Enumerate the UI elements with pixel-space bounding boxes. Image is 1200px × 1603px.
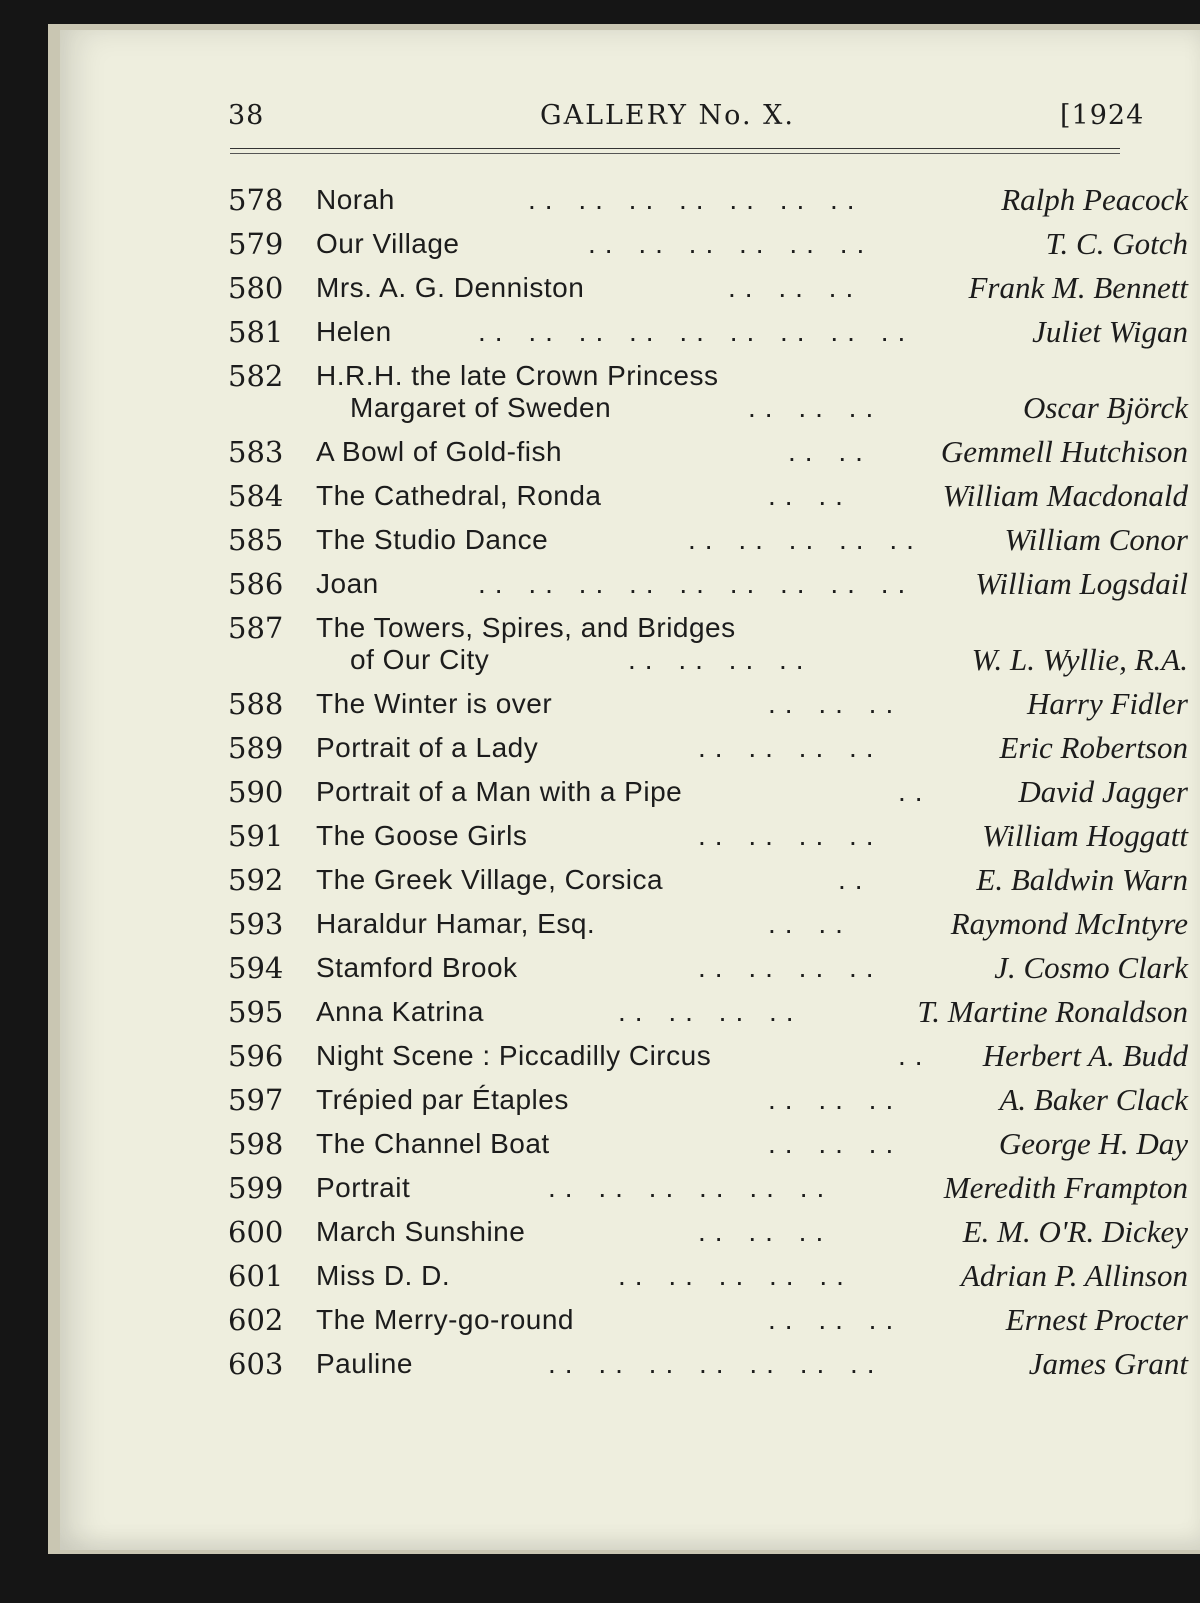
leader-dots: .. — [838, 864, 872, 895]
entry-list — [228, 178, 1188, 1386]
leader-dots: .. .. .. — [698, 1216, 833, 1247]
entry-artist: Harry Fidler — [1026, 686, 1188, 721]
list-item — [228, 606, 1188, 682]
entry-artist: E. M. O'R. Dickey — [962, 1214, 1188, 1249]
entry-number: 583 — [228, 435, 284, 469]
entry-number: 579 — [228, 227, 284, 261]
entry-number: 581 — [228, 315, 284, 349]
leader-dots: .. .. — [768, 480, 852, 511]
entry-title: H.R.H. the late Crown Princess — [316, 360, 719, 391]
catalogue-page — [60, 30, 1200, 1550]
entry-title-continued: of Our City — [350, 644, 490, 675]
entry-artist: Gemmell Hutchison — [940, 434, 1188, 469]
leader-dots: .. .. .. .. — [628, 644, 813, 675]
entry-title: A Bowl of Gold-fish — [316, 436, 563, 467]
leader-dots: .. .. .. .. .. .. — [548, 1172, 834, 1203]
list-item — [228, 266, 1188, 310]
list-item — [228, 562, 1188, 606]
list-item — [228, 946, 1188, 990]
list-item — [228, 310, 1188, 354]
leader-dots: .. .. .. .. — [698, 732, 883, 763]
entry-artist: Ralph Peacock — [1001, 182, 1188, 217]
entry-number: 582 — [228, 359, 284, 393]
leader-dots: .. — [898, 1040, 932, 1071]
list-item — [228, 1254, 1188, 1298]
entry-number: 601 — [228, 1259, 284, 1293]
entry-artist: William Conor — [1004, 522, 1188, 557]
entry-title: Helen — [316, 316, 392, 347]
leader-dots: .. .. .. — [728, 272, 863, 303]
entry-number: 578 — [228, 183, 284, 217]
entry-artist: Meredith Frampton — [943, 1170, 1188, 1205]
entry-title-continued: Margaret of Sweden — [350, 392, 612, 423]
entry-number: 594 — [228, 951, 284, 985]
list-item — [228, 990, 1188, 1034]
page-header — [60, 100, 1200, 140]
leader-dots: .. .. .. .. .. — [688, 524, 923, 555]
entry-title: Miss D. D. — [316, 1260, 451, 1291]
entry-number: 591 — [228, 819, 284, 853]
entry-title: The Cathedral, Ronda — [316, 480, 602, 511]
entry-number: 589 — [228, 731, 284, 765]
list-item — [228, 1078, 1188, 1122]
leader-dots: .. .. .. .. — [698, 952, 883, 983]
list-item — [228, 858, 1188, 902]
year-label: [1924 — [1060, 100, 1145, 131]
entry-title: The Studio Dance — [316, 524, 549, 555]
entry-artist: Herbert A. Budd — [982, 1038, 1188, 1073]
list-item — [228, 770, 1188, 814]
leader-dots: .. .. .. — [768, 688, 903, 719]
entry-artist: T. Martine Ronaldson — [917, 994, 1188, 1029]
entry-number: 586 — [228, 567, 284, 601]
entry-artist: Juliet Wigan — [1032, 314, 1188, 349]
entry-number: 599 — [228, 1171, 284, 1205]
entry-title: March Sunshine — [316, 1216, 526, 1247]
entry-artist: Raymond McIntyre — [950, 906, 1188, 941]
entry-artist: E. Baldwin Warn — [976, 862, 1188, 897]
list-item — [228, 814, 1188, 858]
leader-dots: .. .. .. .. .. .. .. — [528, 184, 864, 215]
entry-title: Portrait of a Man with a Pipe — [316, 776, 683, 807]
entry-artist: William Logsdail — [975, 566, 1188, 601]
entry-title: The Channel Boat — [316, 1128, 550, 1159]
leader-dots: .. — [898, 776, 932, 807]
entry-artist: George H. Day — [998, 1126, 1188, 1161]
entry-number: 593 — [228, 907, 284, 941]
list-item — [228, 474, 1188, 518]
entry-title: Portrait of a Lady — [316, 732, 539, 763]
leader-dots: .. .. .. — [768, 1304, 903, 1335]
entry-artist: James Grant — [1028, 1346, 1188, 1381]
entry-artist: Frank M. Bennett — [968, 270, 1188, 305]
entry-number: 602 — [228, 1303, 284, 1337]
entry-title: Anna Katrina — [316, 996, 484, 1027]
entry-title: Haraldur Hamar, Esq. — [316, 908, 596, 939]
list-item — [228, 1166, 1188, 1210]
entry-artist: Oscar Björck — [1022, 390, 1188, 425]
entry-artist: Adrian P. Allinson — [960, 1258, 1188, 1293]
entry-number: 584 — [228, 479, 284, 513]
leader-dots: .. .. .. .. — [698, 820, 883, 851]
entry-artist: David Jagger — [1018, 774, 1188, 809]
leader-dots: .. .. .. — [768, 1084, 903, 1115]
entry-artist: Ernest Procter — [1005, 1302, 1188, 1337]
entry-title: Joan — [316, 568, 379, 599]
list-item — [228, 1122, 1188, 1166]
leader-dots: .. .. .. .. — [618, 996, 803, 1027]
list-item — [228, 222, 1188, 266]
list-item — [228, 1210, 1188, 1254]
leader-dots: .. .. — [768, 908, 852, 939]
entry-number: 585 — [228, 523, 284, 557]
leader-dots: .. .. — [788, 436, 872, 467]
entry-title: The Goose Girls — [316, 820, 528, 851]
entry-title: Mrs. A. G. Denniston — [316, 272, 585, 303]
entry-title: Pauline — [316, 1348, 413, 1379]
leader-dots: .. .. .. .. .. .. — [588, 228, 874, 259]
leader-dots: .. .. .. .. .. .. .. — [548, 1348, 884, 1379]
running-title: GALLERY No. X. — [540, 100, 795, 131]
list-item — [228, 430, 1188, 474]
list-item — [228, 682, 1188, 726]
leader-dots: .. .. .. .. .. .. .. .. .. — [478, 568, 915, 599]
entry-title: Stamford Brook — [316, 952, 518, 983]
entry-title: Our Village — [316, 228, 460, 259]
entry-title: The Greek Village, Corsica — [316, 864, 664, 895]
entry-number: 592 — [228, 863, 284, 897]
entry-title: Portrait — [316, 1172, 411, 1203]
leader-dots: .. .. .. .. .. .. .. .. .. — [478, 316, 915, 347]
leader-dots: .. .. .. .. .. — [618, 1260, 853, 1291]
entry-artist: William Hoggatt — [982, 818, 1188, 853]
entry-number: 587 — [228, 611, 284, 645]
entry-number: 598 — [228, 1127, 284, 1161]
list-item — [228, 902, 1188, 946]
list-item — [228, 726, 1188, 770]
entry-artist: Eric Robertson — [999, 730, 1188, 765]
entry-number: 596 — [228, 1039, 284, 1073]
header-rule — [230, 148, 1120, 154]
entry-artist: William Macdonald — [942, 478, 1188, 513]
page-number: 38 — [228, 100, 265, 131]
entry-title: Norah — [316, 184, 395, 215]
entry-number: 590 — [228, 775, 284, 809]
leader-dots: .. .. .. — [768, 1128, 903, 1159]
list-item — [228, 354, 1188, 430]
entry-number: 603 — [228, 1347, 284, 1381]
entry-artist: A. Baker Clack — [999, 1082, 1188, 1117]
list-item — [228, 1034, 1188, 1078]
entry-title: The Merry-go-round — [316, 1304, 574, 1335]
entry-number: 588 — [228, 687, 284, 721]
entry-number: 600 — [228, 1215, 284, 1249]
list-item — [228, 1298, 1188, 1342]
entry-number: 580 — [228, 271, 284, 305]
entry-title: Night Scene : Piccadilly Circus — [316, 1040, 712, 1071]
list-item — [228, 518, 1188, 562]
entry-artist: W. L. Wyllie, R.A. — [971, 642, 1188, 677]
entry-title: The Winter is over — [316, 688, 553, 719]
entry-artist: T. C. Gotch — [1045, 226, 1188, 261]
entry-artist: J. Cosmo Clark — [994, 950, 1188, 985]
entry-number: 595 — [228, 995, 284, 1029]
leader-dots: .. .. .. — [748, 392, 883, 423]
entry-title: Trépied par Étaples — [316, 1084, 569, 1115]
entry-number: 597 — [228, 1083, 284, 1117]
entry-title: The Towers, Spires, and Bridges — [316, 612, 736, 643]
list-item — [228, 178, 1188, 222]
list-item — [228, 1342, 1188, 1386]
